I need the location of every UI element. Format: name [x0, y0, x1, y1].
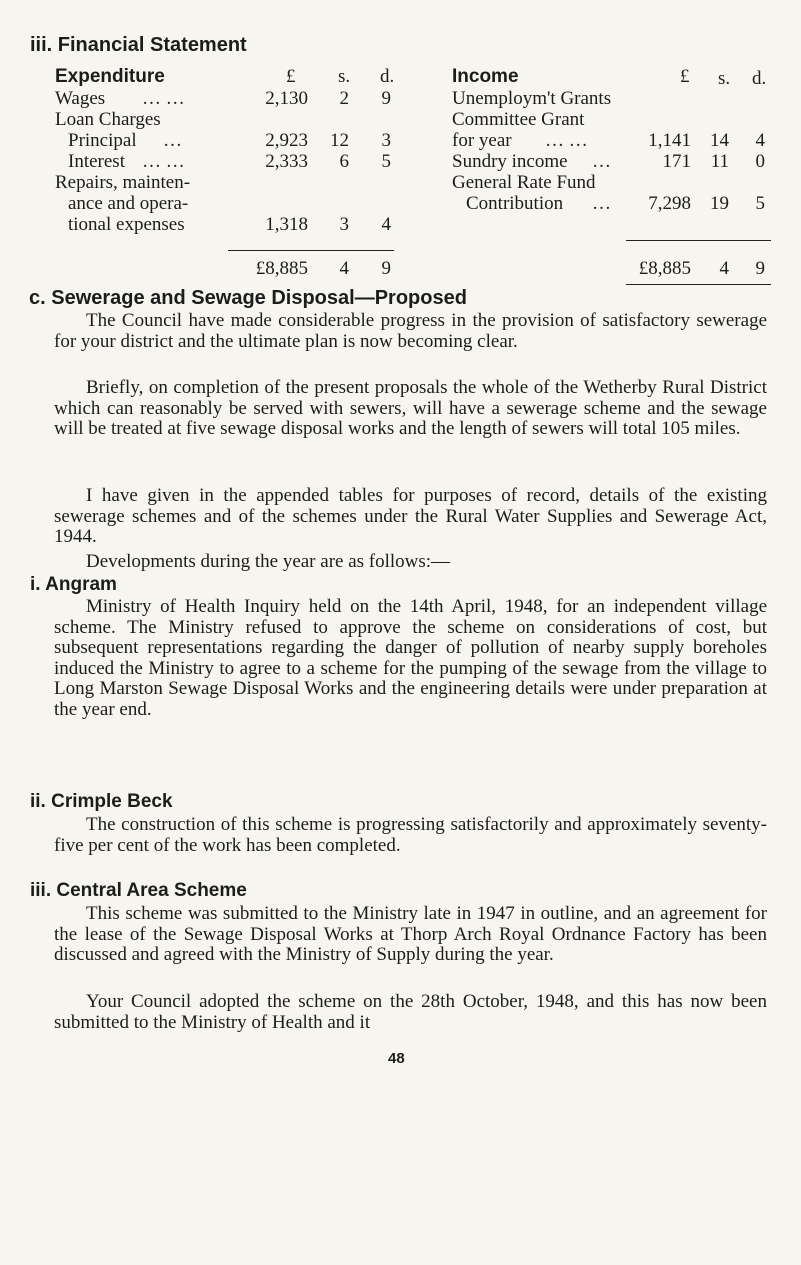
income-row-label: General Rate Fund	[452, 172, 596, 193]
income-pounds: 7,298	[648, 193, 691, 214]
expenditure-pounds: 1,318	[265, 214, 308, 235]
section-title: iii. Financial Statement	[30, 34, 247, 56]
income-row-label: Unemploym't Grants	[452, 88, 612, 109]
income-shillings: 14	[710, 130, 729, 151]
income-total-double-rule	[626, 284, 771, 285]
subsection-heading-angram: i. Angram	[30, 574, 117, 595]
income-row-label: for year	[452, 130, 512, 151]
expenditure-col-shillings: s.	[338, 66, 351, 87]
income-col-pence: d.	[752, 68, 767, 89]
leader-dots: …	[592, 193, 611, 214]
expenditure-col-pounds: £	[286, 66, 296, 87]
income-row-label: Sundry income	[452, 151, 568, 172]
expenditure-row-label: Principal	[68, 130, 137, 151]
subsection-paragraph: This scheme was submitted to the Ministry late in 1947 in outline, and an agreement for the lease of the Sewage Disposal Works at Thorp Arch Royal Ordnance Factory has been discussed and agreed with the Ministry of Supply during the year.	[54, 903, 767, 966]
section-c-paragraph: Developments during the year are as follows:—	[86, 551, 451, 572]
income-total-rule	[626, 240, 771, 241]
expenditure-pounds: 2,333	[265, 151, 308, 172]
expenditure-shillings: 2	[339, 88, 349, 109]
expenditure-row-label: Loan Charges	[55, 109, 161, 130]
expenditure-row-label: tional expenses	[68, 214, 185, 235]
expenditure-row-label: ance and opera-	[68, 193, 189, 214]
leader-dots: … …	[142, 151, 185, 172]
income-shillings: 11	[710, 151, 729, 172]
income-col-shillings: s.	[718, 68, 731, 89]
expenditure-shillings: 3	[339, 214, 349, 235]
leader-dots: …	[592, 151, 611, 172]
leader-dots: …	[163, 130, 182, 151]
income-table	[0, 0, 801, 310]
expenditure-shillings: 12	[330, 130, 349, 151]
section-c-paragraph: I have given in the appended tables for purposes of record, details of the existing sewerage schemes and of the schemes under the Rural Water Supplies and Sewerage Act, 1944.	[54, 485, 767, 548]
income-total-pounds: £8,885	[638, 258, 691, 279]
leader-dots: … …	[545, 130, 588, 151]
section-c-paragraph: Briefly, on completion of the present proposals the whole of the Wetherby Rural District which can reasonably be served with sewers, will have a sewerage scheme and the sewage will be treated at five sewage disposal works and the length of sewers will total 105 miles.	[54, 377, 767, 440]
income-row-label: Contribution	[466, 193, 564, 214]
expenditure-row-label: Repairs, mainten-	[55, 172, 191, 193]
expenditure-pence: 3	[381, 130, 391, 151]
expenditure-pence: 5	[381, 151, 391, 172]
expenditure-total-pence: 9	[381, 258, 391, 279]
expenditure-row-label: Interest	[68, 151, 125, 172]
income-col-pounds: £	[680, 66, 690, 87]
subsection-paragraph: The construction of this scheme is progressing satisfactorily and approximately seventy-five per cent of the work has been completed.	[54, 814, 767, 856]
income-pounds: 1,141	[648, 130, 691, 151]
income-row-label: Committee Grant	[452, 109, 585, 130]
income-pence: 5	[755, 193, 765, 214]
subsection-heading-crimple-beck: ii. Crimple Beck	[30, 791, 173, 812]
income-total-pence: 9	[755, 258, 765, 279]
expenditure-heading: Expenditure	[55, 66, 165, 87]
expenditure-pounds: 2,130	[265, 88, 308, 109]
expenditure-row-label: Wages	[55, 88, 106, 109]
leader-dots: … …	[142, 88, 185, 109]
expenditure-pence: 9	[381, 88, 391, 109]
income-shillings: 19	[710, 193, 729, 214]
expenditure-shillings: 6	[339, 151, 349, 172]
income-total-shillings: 4	[719, 258, 729, 279]
subsection-heading-central-area: iii. Central Area Scheme	[30, 880, 247, 901]
income-pence: 4	[755, 130, 765, 151]
expenditure-total-pounds: £8,885	[255, 258, 308, 279]
section-c-paragraph: The Council have made considerable progress in the provision of satisfactory sewerage for your district and the ultimate plan is now becoming clear.	[54, 310, 767, 352]
income-pounds: 171	[662, 151, 691, 172]
section-c-heading: c. Sewerage and Sewage Disposal—Proposed	[29, 287, 467, 309]
page-number: 48	[388, 1050, 405, 1067]
expenditure-col-pence: d.	[380, 66, 395, 87]
expenditure-pence: 4	[381, 214, 391, 235]
subsection-paragraph: Ministry of Health Inquiry held on the 14th April, 1948, for an independent village scheme. The Ministry refused to approve the scheme on considerations of cost, but subsequent representations regarding the danger of pollution of nearby supply boreholes induced the Ministry to agree to a scheme for the pumping of the sewage from the village to Long Marston Sewage Disposal Works and the engineering details were under preparation at the year end.	[54, 596, 767, 720]
income-pence: 0	[755, 151, 765, 172]
expenditure-pounds: 2,923	[265, 130, 308, 151]
income-heading: Income	[452, 66, 519, 87]
subsection-paragraph: Your Council adopted the scheme on the 28th October, 1948, and this has now been submitted to the Ministry of Health and it	[54, 991, 767, 1033]
expenditure-total-shillings: 4	[339, 258, 349, 279]
